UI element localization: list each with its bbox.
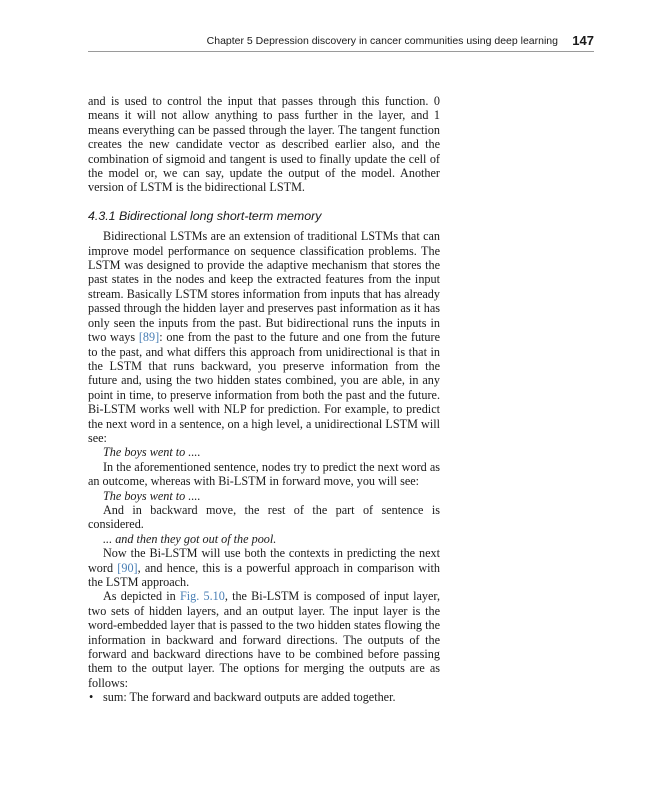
running-header xyxy=(88,33,594,52)
paragraph-text: : one from the past to the future and one from the future to the past, and what differs this approach from unidirectional is that in the LSTM that runs backward, you preserve information from the future and, using the two hidden states combined, you are able, in any point in time, to preserve information from both the past and the future. Bi-LSTM works well with NLP for prediction. For example, to predict the next word in a sentence, on a high level, a unidirectional LSTM will see: xyxy=(88,330,440,445)
paragraph-text: , the Bi-LSTM is composed of input layer, two sets of hidden layers, and an output layer. The input layer is the word-embedded layer that is passed to the two hidden states flowing the information in backward and forward directions. The outputs of the forward and backward directions have to be combined before passing them to the output layer. The options for merging the outputs are as follows: xyxy=(88,589,440,690)
paragraph-text: Now the Bi-LSTM will use both the contexts in predicting the next word xyxy=(88,546,440,575)
paragraph-text: Bidirectional LSTMs are an extension of traditional LSTMs that can improve model performance on sequence classification problems. The LSTM was designed to provide the adaptive mechanism that stores the past states in the nodes and keep the extracted features from the input stream. Basically LSTM stores information from inputs that has already passed through the hidden layer and preserves past information as it has only seen the inputs from the past. But bidirectional runs the inputs in two ways xyxy=(88,229,440,345)
page-body xyxy=(88,94,440,705)
example-sentence: The boys went to .... xyxy=(103,445,201,460)
example-sentence: The boys went to .... xyxy=(103,488,201,503)
paragraph-backward-move: And in backward move, the rest of the part of sentence is considered. xyxy=(88,502,440,532)
paragraph-continuation: and is used to control the input that passes through this function. 0 means it will not allow anything to pass further in the layer, and 1 means everything can be passed through the layer. The tangent function creates the new candidate vector as described earlier also, and the combination of sigmoid and tangent is used to finally update the cell of the model or, we can say, update the output of the model. Another version of LSTM is the bidirectional LSTM. xyxy=(88,94,440,195)
paragraph-forward-move: In the aforementioned sentence, nodes try to predict the next word as an outcome, whereas with Bi-LSTM in forward move, you will see: xyxy=(88,459,440,489)
citation-link[interactable]: [90] xyxy=(117,560,138,575)
paragraph-text: As depicted in xyxy=(103,589,180,604)
list-item: • sum: The forward and backward outputs are added together. xyxy=(88,690,440,704)
citation-link[interactable]: [89] xyxy=(138,330,160,345)
paragraph-text: , and hence, this is a powerful approach in comparison with the LSTM approach. xyxy=(88,560,440,589)
section-heading: 4.3.1 Bidirectional long short-term memory xyxy=(88,208,322,223)
paragraph-both-contexts xyxy=(88,546,440,589)
merge-options-list xyxy=(88,690,440,704)
example-sentence: ... and then they got out of the pool. xyxy=(103,531,277,546)
page-number: 147 xyxy=(572,33,594,48)
paragraph-architecture xyxy=(88,589,440,690)
running-title: Chapter 5 Depression discovery in cancer communities using deep learning xyxy=(206,35,558,47)
figure-reference-link[interactable]: Fig. 5.10 xyxy=(179,589,225,604)
paragraph-bilstm-intro xyxy=(88,229,440,445)
